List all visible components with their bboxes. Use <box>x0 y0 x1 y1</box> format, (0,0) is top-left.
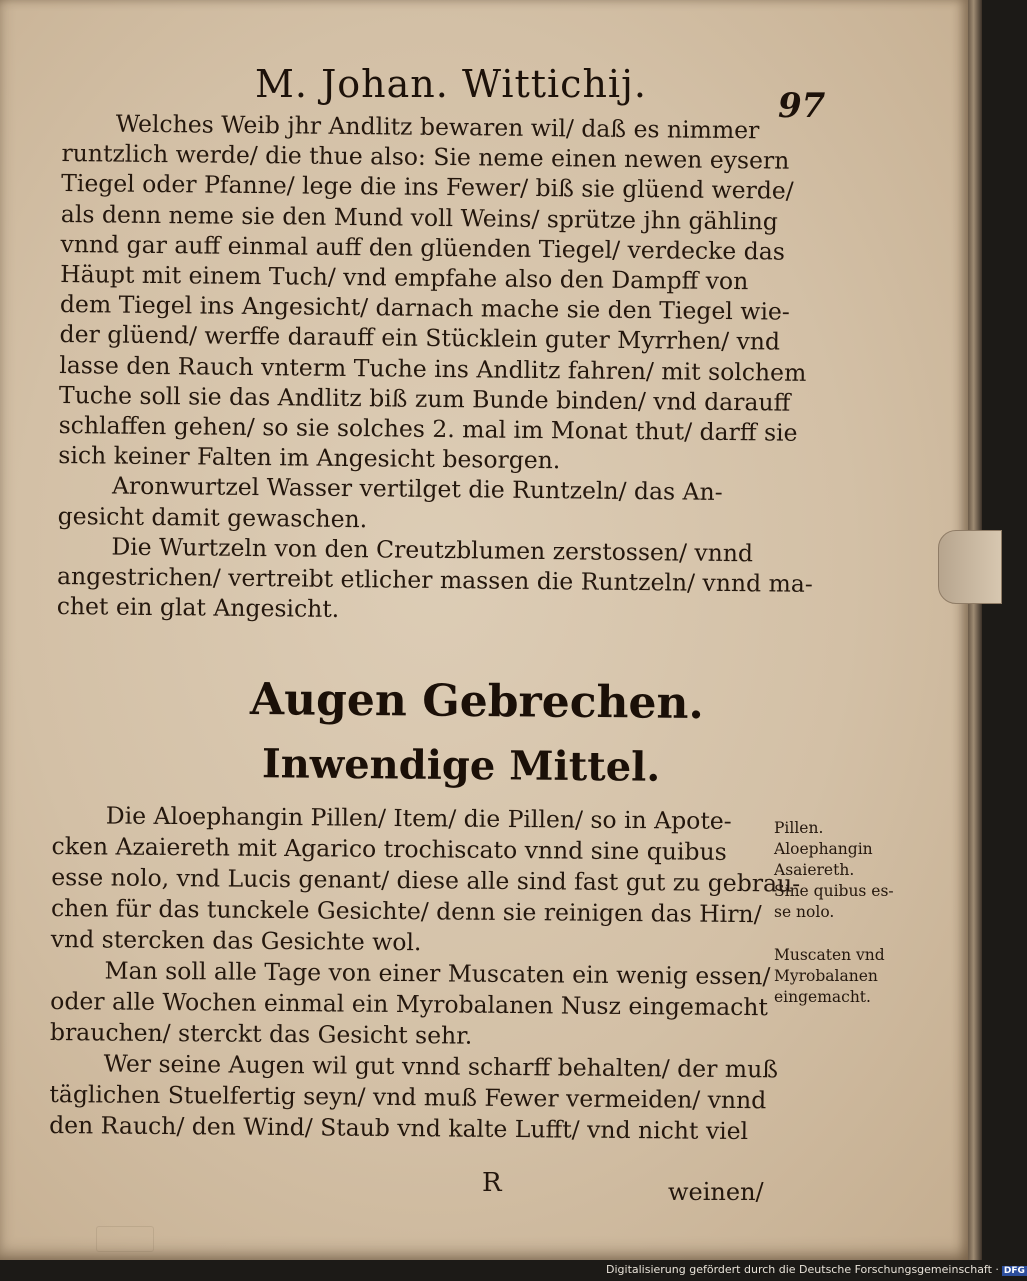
page-edge <box>968 0 982 1260</box>
text-line: Welches Weib jhr Andlitz bewaren wil/ daß es nimmer <box>115 109 760 145</box>
text-line: Die Aloephangin Pillen/ Item/ die Pillen/ so in Apote- <box>105 801 732 835</box>
subsection-heading: Inwendige Mittel. <box>261 740 661 791</box>
margin-note-line: Sine quibus es- <box>774 882 894 900</box>
text-line: runtzlich werde/ die thue also: Sie neme einen newen eysern <box>61 139 790 175</box>
section-heading: Augen Gebrechen. <box>249 674 705 729</box>
running-header: M. Johan. Wittichij. <box>255 62 647 106</box>
text-block-bottom <box>49 800 801 1147</box>
text-line: Man soll alle Tage von einer Muscaten ein wenig essen/ <box>104 956 771 991</box>
text-line: Aronwurtzel Wasser vertilget die Runtzeln/ das An- <box>111 471 723 507</box>
margin-note-line: Muscaten vnd <box>774 946 885 964</box>
text-line: esse nolo, vnd Lucis genant/ diese alle sind fast gut zu gebrau- <box>51 862 801 898</box>
text-line: chen für das tunckele Gesichte/ denn sie reinigen das Hirn/ <box>50 893 762 929</box>
text-line: brauchen/ sterckt das Gesicht sehr. <box>49 1017 473 1050</box>
dfg-logo: DFG <box>1003 1266 1025 1276</box>
text-line: als denn neme sie den Mund voll Weins/ sprütze jhn gähling <box>60 199 779 236</box>
text-line: vnd stercken das Gesichte wol. <box>50 924 422 957</box>
text-line: schlaffen gehen/ so sie solches 2. mal im Monat thut/ darff sie <box>58 411 798 447</box>
text-line: Die Wurtzeln von den Creutzblumen zerstossen/ vnnd <box>111 532 754 568</box>
text-line: der glüend/ werffe darauff ein Stücklein guter Myrrhen/ vnd <box>59 320 781 356</box>
text-line: chet ein glat Angesicht. <box>56 592 340 624</box>
text-line: angestrichen/ vertreibt etlicher massen die Runtzeln/ vnnd ma- <box>56 562 813 598</box>
text-line: lasse den Rauch vnterm Tuche ins Andlitz fahren/ mit solchem <box>59 350 807 387</box>
text-line: täglichen Stuelfertig seyn/ vnd muß Fewer vermeiden/ vnnd <box>49 1079 767 1115</box>
text-line: vnnd gar auff einmal auff den glüenden Tiegel/ verdecke das <box>60 229 786 266</box>
margin-note-muscaten <box>774 945 904 1008</box>
text-line: sich keiner Falten im Angesicht besorgen. <box>58 441 561 475</box>
text-line: cken Azaiereth mit Agarico trochiscato vnnd sine quibus <box>51 831 727 866</box>
margin-note-pills <box>774 818 904 923</box>
catchword: weinen/ <box>668 1178 764 1206</box>
footer-text: Digitalisierung gefördert durch die Deutsche Forschungsgemeinschaft · <box>606 1263 999 1276</box>
text-line: Tiegel oder Pfanne/ lege die ins Fewer/ biß sie glüend werde/ <box>61 169 794 206</box>
footer-credit <box>606 1263 1027 1276</box>
margin-notes <box>774 818 904 1030</box>
text-line: Häupt mit einem Tuch/ vnd empfahe also den Dampff von <box>60 260 749 296</box>
library-stamp <box>96 1226 154 1252</box>
text-block-top <box>56 108 813 629</box>
text-line: dem Tiegel ins Angesicht/ darnach mache sie den Tiegel wie- <box>59 290 790 326</box>
margin-note-line: eingemacht. <box>774 988 871 1006</box>
margin-note-line: se nolo. <box>774 903 835 921</box>
margin-note-line: Pillen. <box>774 819 824 837</box>
margin-note-line: Myrobalanen <box>774 967 878 985</box>
page-number: 97 <box>778 86 826 126</box>
text-line: Wer seine Augen wil gut vnnd scharff behalten/ der muß <box>103 1049 779 1084</box>
clip-tab <box>938 530 1002 604</box>
text-line: den Rauch/ den Wind/ Staub vnd kalte Lufft/ vnd nicht viel <box>49 1110 749 1146</box>
margin-note-line: Asaiereth. <box>774 861 855 879</box>
text-line: Tuche soll sie das Andlitz biß zum Bunde binden/ vnd darauff <box>58 380 791 417</box>
signature-mark: R <box>482 1168 502 1198</box>
margin-note-line: Aloephangin <box>774 840 873 858</box>
text-line: gesicht damit gewaschen. <box>57 501 368 533</box>
text-line: oder alle Wochen einmal ein Myrobalanen Nusz eingemacht <box>50 986 769 1022</box>
